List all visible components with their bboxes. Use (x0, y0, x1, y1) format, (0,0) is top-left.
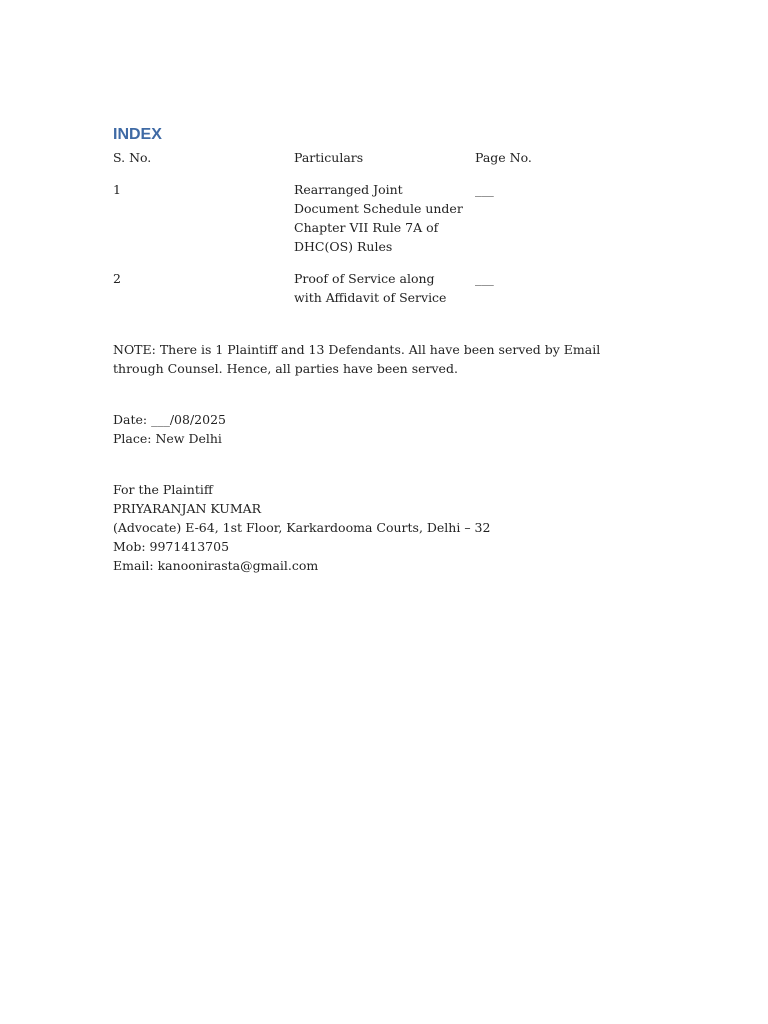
mobile-line: Mob: 9971413705 (113, 539, 230, 554)
row-page-no: ___ (475, 271, 494, 286)
signature-block (113, 480, 653, 575)
row-particulars (294, 180, 475, 269)
column-header-sno: S. No. (113, 150, 152, 165)
row-sno: 1 (113, 182, 121, 197)
date-line: Date: ___/08/2025 (113, 412, 226, 427)
date-place-block (113, 410, 653, 448)
advocate-name: PRIYARANJAN KUMAR (113, 501, 262, 516)
row-particulars-text: Proof of Service along with Affidavit of Service (294, 271, 447, 305)
for-plaintiff-line: For the Plaintiff (113, 482, 213, 497)
table-row (113, 269, 595, 320)
table-row (113, 180, 595, 269)
advocate-address: (Advocate) E-64, 1st Floor, Karkardooma Courts, Delhi – 32 (113, 520, 491, 535)
row-particulars-text: Rearranged Joint Document Schedule under Chapter VII Rule 7A of DHC(OS) Rules (294, 182, 463, 254)
row-particulars (294, 269, 475, 320)
service-note: NOTE: There is 1 Plaintiff and 13 Defendants. All have been served by Email through Counsel. Hence, all parties have been served. (113, 342, 601, 376)
column-header-particulars: Particulars (294, 150, 364, 165)
row-sno: 2 (113, 271, 121, 286)
place-line: Place: New Delhi (113, 431, 222, 446)
index-heading: INDEX (113, 126, 162, 143)
email-line: Email: kanoonirasta@gmail.com (113, 558, 319, 573)
row-page-no: ___ (475, 182, 494, 197)
index-table (113, 148, 595, 320)
column-header-page-no: Page No. (475, 150, 532, 165)
document-body (113, 124, 653, 575)
index-header-row (113, 148, 595, 180)
